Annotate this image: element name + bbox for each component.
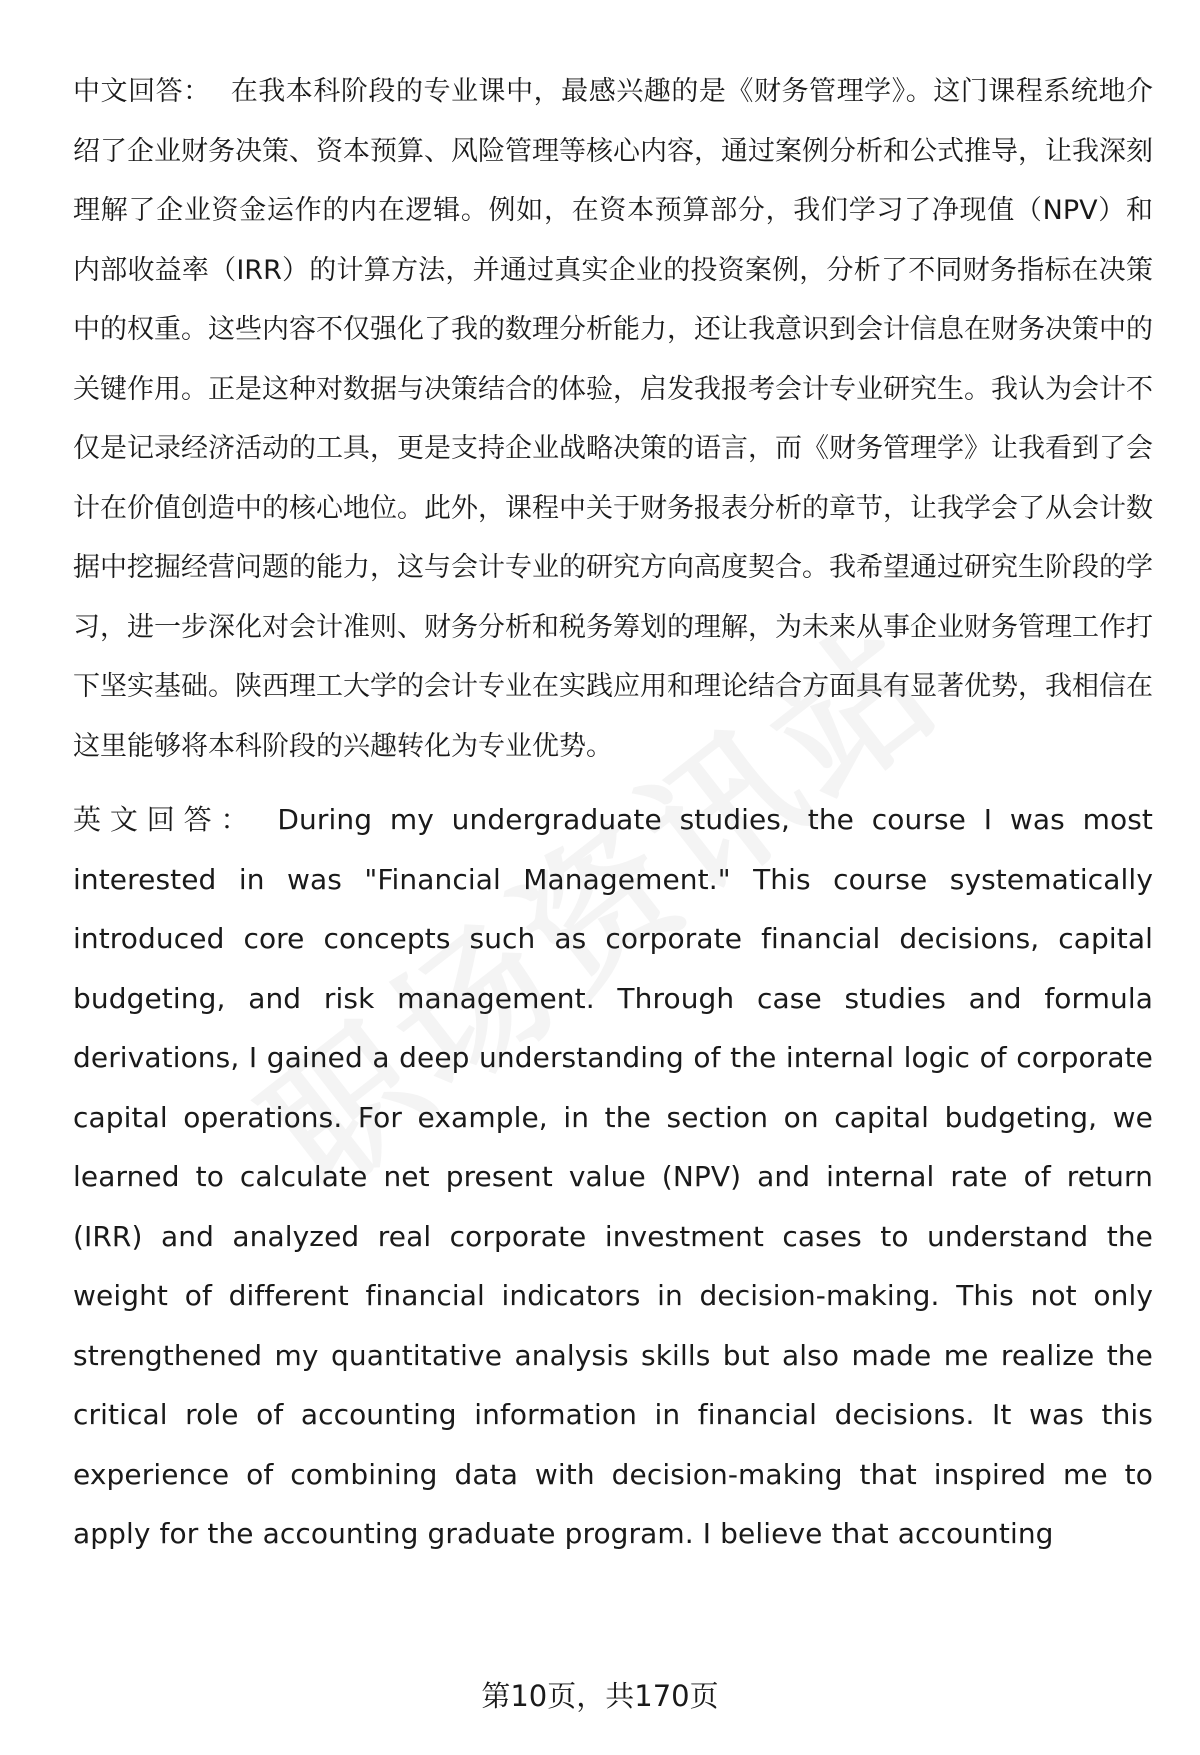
page-number-footer: 第10页，共170页 — [481, 1679, 719, 1713]
chinese-answer-paragraph — [73, 62, 1153, 776]
chinese-answer-text: 在我本科阶段的专业课中，最感兴趣的是《财务管理学》。这门课程系统地介绍了企业财务决策、资本预算、风险管理等核心内容，通过案例分析和公式推导，让我深刻理解了企业资金运作的内在逻辑。例如，在资本预算部分，我们学习了净现值（NPV）和内部收益率（IRR）的计算方法，并通过真实企业的投资案例，分析了不同财务指标在决策中的权重。这些内容不仅强化了我的数理分析能力，还让我意识到会计信息在财务决策中的关键作用。正是这种对数据与决策结合的体验，启发我报考会计专业研究生。我认为会计不仅是记录经济活动的工具，更是支持企业战略决策的语言，而《财务管理学》让我看到了会计在价值创造中的核心地位。此外，课程中关于财务报表分析的章节，让我学会了从会计数据中挖掘经营问题的能力，这与会计专业的研究方向高度契合。我希望通过研究生阶段的学习，进一步深化对会计准则、财务分析和税务筹划的理解，为未来从事企业财务管理工作打下坚实基础。陕西理工大学的会计专业在实践应用和理论结合方面具有显著优势，我相信在这里能够将本科阶段的兴趣转化为专业优势。 — [73, 76, 1154, 762]
answer-content — [73, 62, 1153, 1564]
english-answer-paragraph — [73, 790, 1153, 1564]
chinese-answer-label: 中文回答： — [73, 76, 211, 107]
english-answer-text: During my undergraduate studies, the course I was most interested in was "Financial Management." This course systematically introduced core concepts such as corporate financial decisions, capital budgeting, and risk management. Through case studies and formula derivations, I gained a deep understanding of the internal logic of corporate capital operations. For example, in the section on capital budgeting, we learned to calculate net present value (NPV) and internal rate of return (IRR) and analyzed real corporate investment cases to understand the weight of different financial indicators in decision-making. This not only strengthened my quantitative analysis skills but also made me realize the critical role of accounting information in financial decisions. It was this experience of combining data with decision-making that inspired me to apply for the accounting graduate program. I believe that accounting — [73, 803, 1153, 1550]
english-answer-label: 英文回答： — [73, 803, 258, 836]
